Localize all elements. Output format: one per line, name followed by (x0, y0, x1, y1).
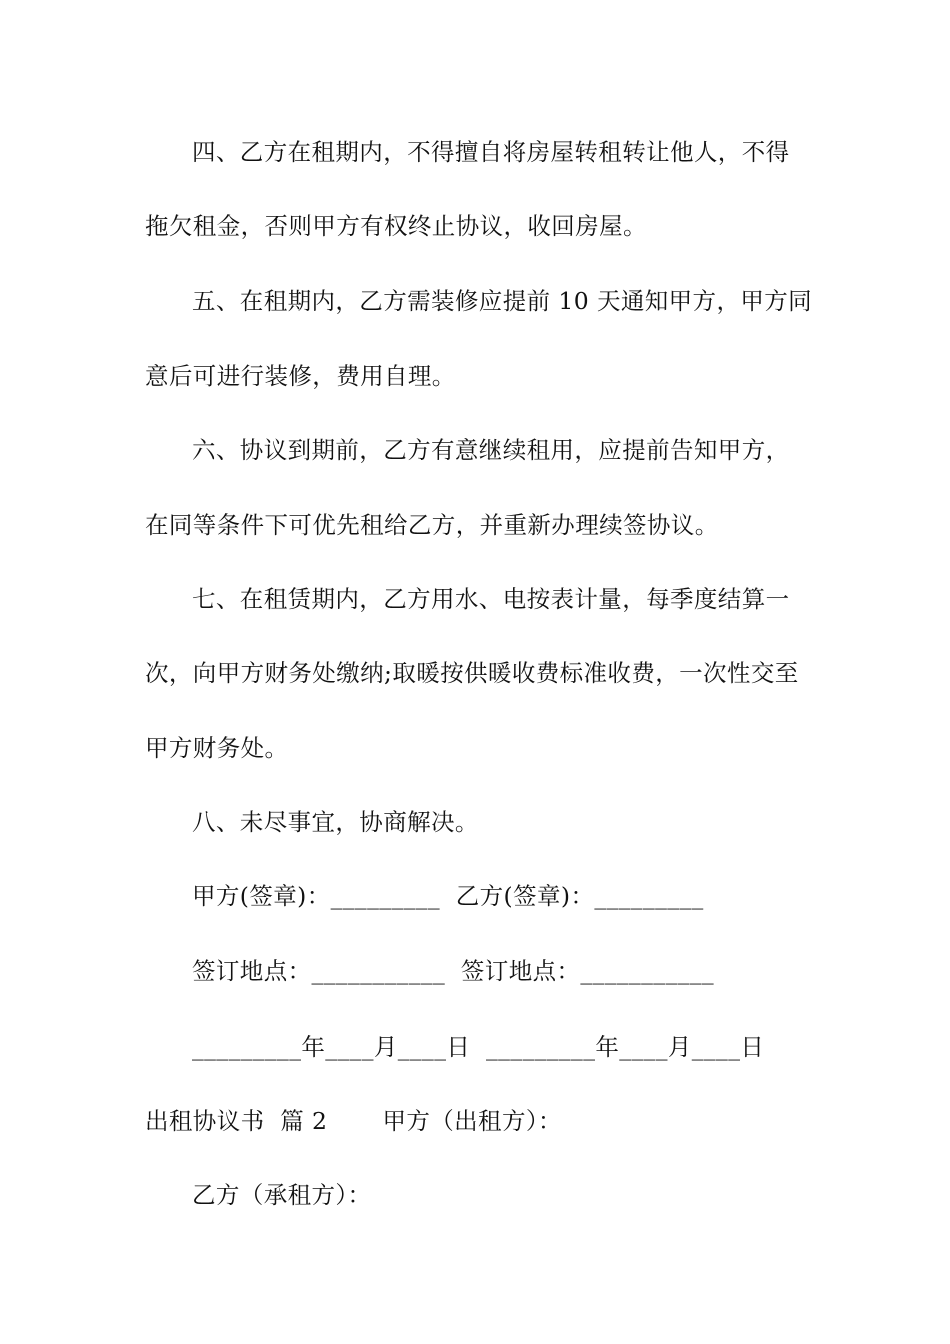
clause-7-line-2: 次，向甲方财务处缴纳;取暖按供暖收费标准收费，一次性交至 (145, 659, 799, 687)
section-2-heading: 出租协议书 篇 2 甲方（出租方）： (145, 1107, 562, 1135)
clause-7-line-3: 甲方财务处。 (145, 734, 289, 762)
clause-8-line-1: 八、未尽事宜，协商解决。 (192, 808, 479, 836)
clause-6-line-2: 在同等条件下可优先租给乙方，并重新办理续签协议。 (145, 511, 719, 539)
clause-5-line-2: 意后可进行装修，费用自理。 (145, 362, 456, 390)
clause-5-line-1: 五、在租期内，乙方需装修应提前 10 天通知甲方，甲方同 (192, 287, 813, 315)
date-line: _________年____月____日 _________年____月____日 (192, 1033, 765, 1061)
signing-place-line: 签订地点：___________ 签订地点：___________ (192, 957, 715, 985)
clause-7-line-1: 七、在租赁期内，乙方用水、电按表计量，每季度结算一 (192, 585, 790, 613)
clause-4-line-2: 拖欠租金，否则甲方有权终止协议，收回房屋。 (145, 212, 647, 240)
tenant-line: 乙方（承租方）： (192, 1181, 372, 1209)
clause-4-line-1: 四、乙方在租期内，不得擅自将房屋转租转让他人，不得 (192, 138, 790, 166)
clause-6-line-1: 六、协议到期前，乙方有意继续租用，应提前告知甲方， (192, 436, 790, 464)
signature-line: 甲方(签章)：_________ 乙方(签章)：_________ (192, 882, 704, 910)
